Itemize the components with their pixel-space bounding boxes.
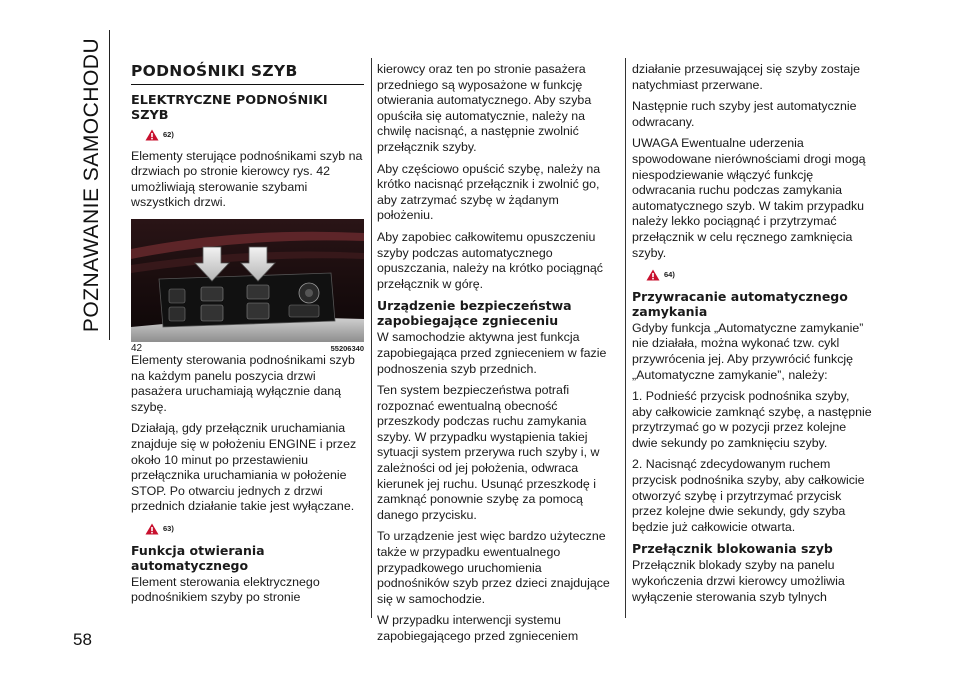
- paragraph: Ten system bezpieczeństwa potrafi rozpoznać ewentualną obecność przeszkody podczas ruchu zamykania szyby. W przypadku wystąpienia takiej sytuacji system przerywa ruch szyby i, w zależności od jej położenia, odwraca kierunek jej ruchu. Usunąć przeszkodę i zamknąć ponownie szybę za pomocą danego przycisku.: [377, 383, 600, 522]
- warning-ref-63: [145, 521, 364, 537]
- paragraph: W samochodzie aktywna jest funkcja zapobiegająca przed zgnieceniem w fazie podnoszenia szyb przednich.: [377, 330, 607, 376]
- figure-number: 42: [131, 342, 143, 354]
- paragraph: Gdyby funkcja „Automatyczne zamykanie” nie działała, można wykonać tzw. cykl przywrócenia jej. Aby przywrócić funkcję „Automatyczne zamykanie”, należy:: [632, 320, 864, 382]
- paragraph: Element sterowania elektrycznego podnośnikiem szyby po stronie: [131, 574, 320, 605]
- warning-triangle-icon: [145, 129, 159, 141]
- paragraph: Przełącznik blokady szyby na panelu wykończenia drzwi kierowcy umożliwia wyłączenie sterowania szyb tylnych: [632, 558, 845, 604]
- paragraph: 1. Podnieść przycisk podnośnika szyby, aby całkowicie zamknąć szybę, a następnie przytrzymać go w pozycji przez kolejne dwie sekundy po zamknięciu szyby.: [632, 389, 872, 450]
- warning-ref-label: 63): [163, 523, 174, 533]
- paragraph: Następnie ruch szyby jest automatycznie odwracany.: [632, 99, 857, 129]
- paragraph: Elementy sterowania podnośnikami szyb na każdym panelu poszycia drzwi pasażera uruchamiają wyłącznie daną szybę.: [131, 352, 355, 414]
- paragraph: działanie przesuwającej się szyby zostaje natychmiast przerwane.: [632, 62, 860, 92]
- subsection-title: ELEKTRYCZNE PODNOŚNIKI SZYB: [131, 93, 328, 123]
- warning-ref-label: 62): [163, 130, 174, 139]
- column-divider: [625, 58, 626, 618]
- warning-triangle-icon: [646, 269, 660, 281]
- warning-ref-62: [145, 127, 364, 143]
- paragraph: To urządzenie jest więc bardzo użyteczne także w przypadku ewentualnego przypadkowego uruchomienia podnośników szyb przez dzieci znajdujące się w samochodzie.: [377, 529, 610, 606]
- paragraph: Aby zapobiec całkowitemu opuszczeniu szyby podczas automatycznego opuszczania, należy na krótko pociągnąć przełącznik w górę.: [377, 229, 603, 291]
- paragraph: Elementy sterujące podnośnikami szyb na drzwiach po stronie kierowcy rys. 42 umożliwiają sterowanie szybami wszystkich drzwi.: [131, 148, 363, 210]
- paragraph: W przypadku interwencji systemu zapobiegającego przed zgnieceniem: [377, 613, 579, 643]
- sidebar-divider: [109, 30, 110, 340]
- subsection-heading: Przełącznik blokowania szyb: [632, 541, 833, 557]
- paragraph: Aby częściowo opuścić szybę, należy na krótko nacisnąć przełącznik i zwolnić go, aby zatrzymać szybę w żądanym położeniu.: [377, 161, 601, 223]
- column-1: [131, 62, 364, 612]
- paragraph: Działają, gdy przełącznik uruchamiania znajduje się w położeniu ENGINE i przez około 10 minut po przestawieniu przełącznika uruchamiania w położenie STOP. Po otwarciu jednych z drzwi przednich działanie takie jest wyłączane.: [131, 421, 357, 514]
- figure-42: [131, 219, 364, 353]
- subsection-heading: Przywracanie automatycznego zamykania: [632, 288, 848, 319]
- title-rule: [131, 84, 364, 85]
- column-3: [632, 62, 872, 611]
- section-title: PODNOŚNIKI SZYB: [131, 62, 298, 80]
- column-divider: [371, 58, 372, 618]
- page-number: 58: [73, 630, 92, 649]
- warning-triangle-icon: [145, 523, 159, 535]
- subsection-heading: Urządzenie bezpieczeństwa zapobiegające zgnieceniu: [377, 298, 572, 329]
- warning-ref-64: [646, 267, 872, 283]
- sidebar-title: POZNAWANIE SAMOCHODU: [80, 37, 103, 333]
- figure-code: 55206340: [330, 343, 364, 353]
- column-2: [377, 62, 617, 651]
- paragraph: kierowcy oraz ten po stronie pasażera przedniego są wyposażone w funkcję otwierania automatycznego. Aby szyba opuściła się automatycznie, należy na chwilę nacisnąć, a następnie zwolnić przełącznik szyby.: [377, 62, 592, 154]
- paragraph: 2. Nacisnąć zdecydowanym ruchem przycisk podnośnika szyby, aby całkowicie otworzyć szybę i przytrzymać przycisk przez kolejne dwie sekundy, gdy szyba będzie już całkowicie otwarta.: [632, 457, 865, 534]
- paragraph: UWAGA Ewentualne uderzenia spowodowane nierównościami drogi mogą niespodziewanie włączyć funkcję odwracania ruchu podczas zamykania automatycznego szyb. W takim przypadku należy lekko pociągnąć i przytrzymać przełącznik w celu ręcznego zamknięcia szyby.: [632, 136, 866, 260]
- subsection-heading: Funkcja otwierania automatycznego: [131, 542, 265, 573]
- window-switch-panel-image: [131, 219, 364, 342]
- warning-ref-label: 64): [664, 270, 675, 280]
